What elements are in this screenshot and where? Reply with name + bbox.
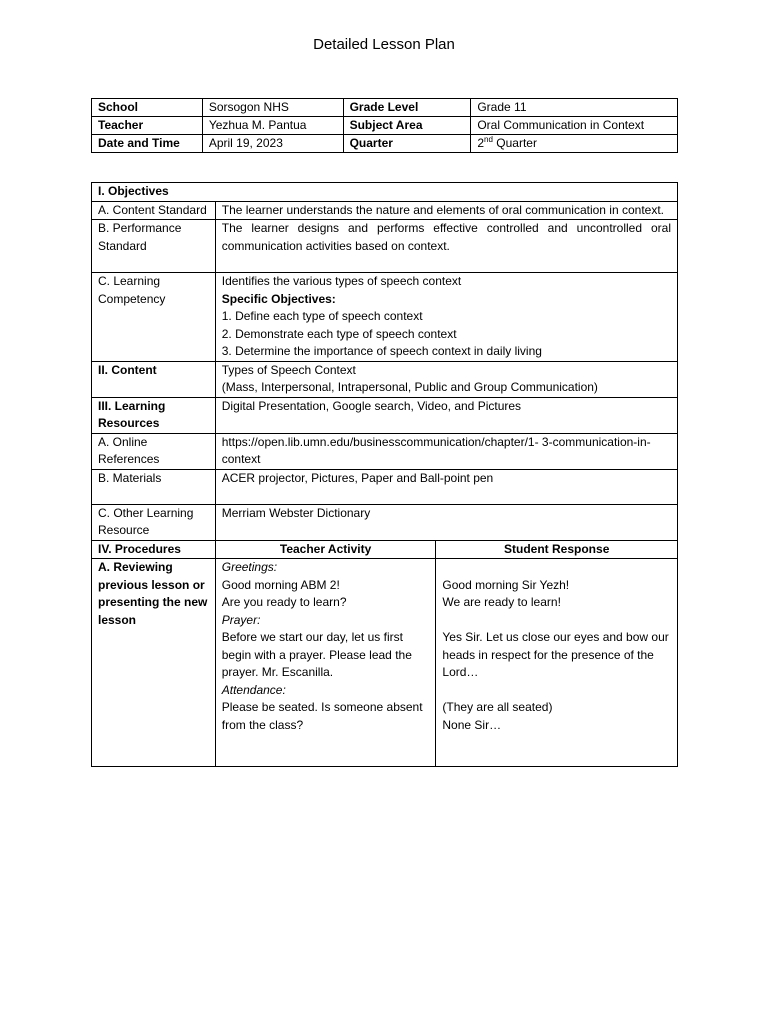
performance-standard-row xyxy=(92,220,678,273)
content-row xyxy=(92,361,678,397)
school-value: Sorsogon NHS xyxy=(202,99,343,117)
student-line: Yes Sir. Let us close our eyes and bow our heads in respect for the presence of the Lord… xyxy=(442,630,669,679)
teacher-line: Good morning ABM 2! xyxy=(221,577,340,592)
competency-label: C. Learning Competency xyxy=(92,273,216,362)
performance-standard-value: The learner designs and performs effective controlled and uncontrolled oral communication activities based on context. xyxy=(215,220,677,273)
student-response-cell xyxy=(436,559,678,767)
step-a-label: A. Reviewing previous lesson or presenting the new lesson xyxy=(92,559,216,767)
student-line: We are ready to learn! xyxy=(442,595,561,609)
subject-area-label: Subject Area xyxy=(343,117,471,135)
subject-area-value: Oral Communication in Context xyxy=(471,117,678,135)
content-standard-label: A. Content Standard xyxy=(92,201,216,220)
resources-row xyxy=(92,397,678,433)
other-resources-value: Merriam Webster Dictionary xyxy=(215,504,677,540)
other-resources-label: C. Other Learning Resource xyxy=(92,504,216,540)
greetings-label: Greetings: xyxy=(221,560,278,574)
quarter-label: Quarter xyxy=(343,135,471,153)
student-line: (They are all seated) xyxy=(442,700,553,714)
teacher-value: Yezhua M. Pantua xyxy=(202,117,343,135)
objectives-heading: I. Objectives xyxy=(92,183,678,202)
objectives-header-row xyxy=(92,183,678,202)
date-value: April 19, 2023 xyxy=(202,135,343,153)
materials-label: B. Materials xyxy=(92,469,216,504)
quarter-value xyxy=(471,135,678,153)
specific-objective-item: 3. Determine the importance of speech context in daily living xyxy=(221,344,542,358)
grade-level-value: Grade 11 xyxy=(471,99,678,117)
resources-label: III. Learning Resources xyxy=(92,397,216,433)
teacher-line: Are you ready to learn? xyxy=(221,595,347,609)
resources-value: Digital Presentation, Google search, Video, and Pictures xyxy=(215,397,677,433)
other-resources-row xyxy=(92,504,678,540)
prayer-label: Prayer: xyxy=(221,612,261,627)
teacher-activity-header: Teacher Activity xyxy=(215,540,436,559)
student-line: Good morning Sir Yezh! xyxy=(442,577,570,592)
quarter-number: 2 xyxy=(477,136,485,150)
quarter-ordinal: nd xyxy=(484,135,493,144)
teacher-activity-cell xyxy=(215,559,436,767)
info-row xyxy=(92,135,678,153)
spacer xyxy=(442,559,671,577)
student-line: None Sir… xyxy=(442,717,502,732)
spacer xyxy=(442,612,671,630)
page-title: Detailed Lesson Plan xyxy=(313,36,455,53)
spacer xyxy=(442,682,671,700)
content-line: (Mass, Interpersonal, Intrapersonal, Public and Group Communication) xyxy=(221,380,598,394)
specific-objective-item: 2. Demonstrate each type of speech context xyxy=(221,326,457,341)
teacher-line: Please be seated. Is someone absent from the class? xyxy=(221,700,423,732)
info-table xyxy=(91,98,678,153)
online-references-label: A. Online References xyxy=(92,433,216,469)
quarter-word: Quarter xyxy=(492,136,537,150)
online-references-row xyxy=(92,433,678,469)
procedure-step-row xyxy=(92,559,678,767)
specific-objective-item: 1. Define each type of speech context xyxy=(221,309,423,323)
materials-row xyxy=(92,469,678,504)
teacher-label: Teacher xyxy=(92,117,203,135)
content-label: II. Content xyxy=(92,361,216,397)
school-label: School xyxy=(92,99,203,117)
date-label: Date and Time xyxy=(92,135,203,153)
competency-value: Identifies the various types of speech context xyxy=(221,274,462,288)
info-row xyxy=(92,117,678,135)
content-cell xyxy=(215,361,677,397)
content-line: Types of Speech Context xyxy=(221,362,356,377)
specific-objectives-label: Specific Objectives: xyxy=(221,291,336,306)
lesson-plan-table xyxy=(91,182,678,767)
performance-standard-label: B. Performance Standard xyxy=(92,220,216,273)
content-standard-value: The learner understands the nature and elements of oral communication in context. xyxy=(215,201,677,220)
info-row xyxy=(92,99,678,117)
grade-level-label: Grade Level xyxy=(343,99,471,117)
content-standard-row xyxy=(92,201,678,220)
procedures-header-row xyxy=(92,540,678,559)
teacher-line: Before we start our day, let us first begin with a prayer. Please lead the prayer. Mr. Escanilla. xyxy=(221,630,412,679)
online-references-value: https://open.lib.umn.edu/businesscommunication/chapter/1- 3-communication-in-context xyxy=(215,433,677,469)
procedures-label: IV. Procedures xyxy=(92,540,216,559)
competency-cell xyxy=(215,273,677,362)
competency-row xyxy=(92,273,678,362)
student-response-header: Student Response xyxy=(436,540,678,559)
attendance-label: Attendance: xyxy=(221,682,286,697)
materials-value: ACER projector, Pictures, Paper and Ball-point pen xyxy=(215,469,677,504)
